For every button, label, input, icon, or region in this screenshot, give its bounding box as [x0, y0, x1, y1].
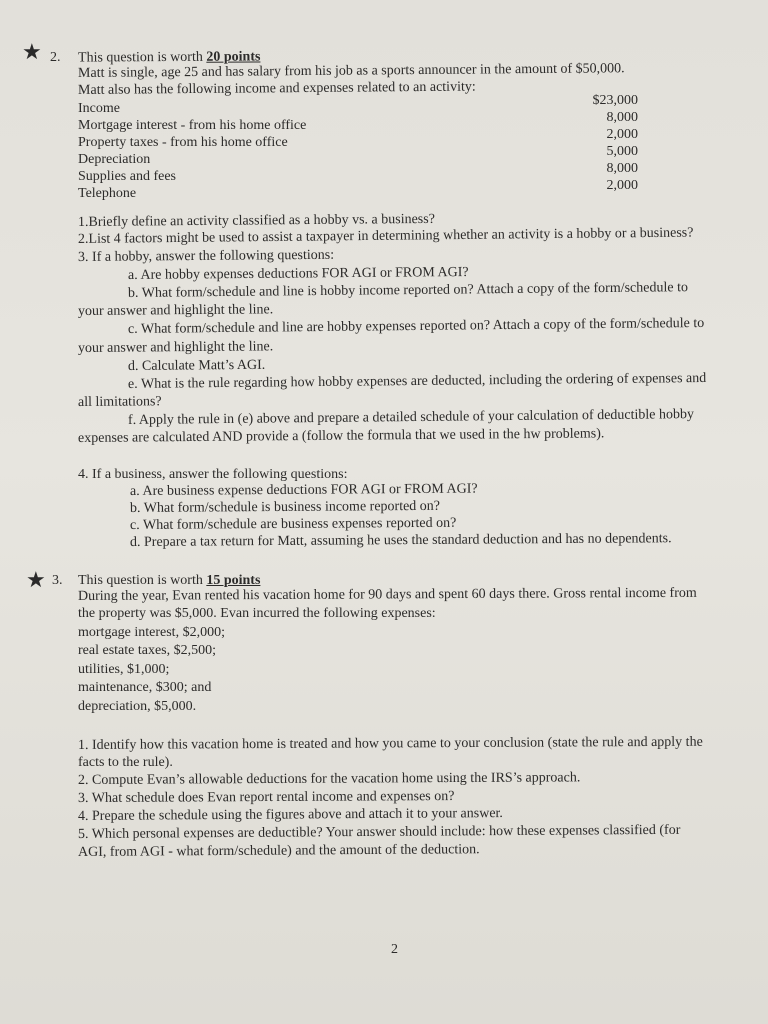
q2-item-label: Supplies and fees — [78, 169, 176, 184]
q2-question: d. Prepare a tax return for Matt, assuming he uses the standard deduction and has no dependents. — [129, 531, 672, 550]
q2-number: 2. — [50, 50, 61, 65]
q2-question: c. What form/schedule and line are hobby expenses reported on? Attach a copy of the form/schedule to — [127, 315, 705, 337]
q3-line: the property was $5,000. Evan incurred the following expenses: — [78, 606, 436, 621]
q2-item-label: Mortgage interest - from his home office — [78, 118, 307, 133]
q2-item-label: Property taxes - from his home office — [78, 135, 288, 150]
q2-item-amount: $23,000 — [592, 93, 638, 108]
q2-item-label: Telephone — [78, 186, 137, 201]
q2-line2: Matt also has the following income and expenses related to an activity: — [77, 79, 476, 98]
q2-question: 4. If a business, answer the following questions: — [78, 467, 348, 482]
q2-question: f. Apply the rule in (e) above and prepare a detailed schedule of your calculation of deductible hobby — [127, 407, 695, 428]
q2-question: a. Are business expense deductions FOR AGI or FROM AGI? — [129, 481, 478, 499]
q2-question: your answer and highlight the line. — [77, 302, 274, 319]
q2-item-label: Depreciation — [78, 152, 151, 167]
q3-question: 5. Which personal expenses are deductible? Your answer should include: how these expenses classified (for — [77, 822, 681, 842]
q2-question: a. Are hobby expenses deductions FOR AGI or FROM AGI? — [127, 265, 469, 283]
q2-question: 3. If a hobby, answer the following questions: — [77, 247, 335, 265]
q3-line: real estate taxes, $2,500; — [78, 643, 217, 658]
q3-intro-prefix: This question is worth — [78, 573, 207, 588]
q2-question: b. What form/schedule and line is hobby income reported on? Attach a copy of the form/schedule to — [127, 280, 689, 301]
q3-number: 3. — [52, 573, 63, 588]
page-number: 2 — [391, 942, 398, 957]
q3-question: facts to the rule). — [78, 755, 173, 770]
q2-question: 2.List 4 factors might be used to assist a taxpayer in determining whether an activity is a hobby or a business? — [77, 225, 694, 247]
q2-intro-prefix: This question is worth — [77, 49, 207, 66]
q2-question: e. What is the rule regarding how hobby expenses are deducted, including the ordering of expenses and — [127, 370, 707, 392]
q2-question: b. What form/schedule is business income reported on? — [129, 498, 441, 516]
q2-item-amount: 8,000 — [606, 161, 638, 176]
q2-question: d. Calculate Matt’s AGI. — [127, 357, 266, 374]
q3-line: depreciation, $5,000. — [78, 699, 197, 714]
q3-line: mortgage interest, $2,000; — [78, 625, 225, 640]
q3-points: 15 points — [206, 573, 261, 588]
q3-question: 4. Prepare the schedule using the figures above and attach it to your answer. — [77, 806, 503, 824]
q2-question: c. What form/schedule are business expenses reported on? — [129, 515, 457, 533]
q2-points: 20 points — [206, 49, 261, 65]
q3-line: maintenance, $300; and — [78, 680, 212, 695]
q3-intro — [78, 573, 260, 589]
q3-question: 1. Identify how this vacation home is treated and how you came to your conclusion (state the rule and apply the — [77, 734, 703, 753]
star-icon: ★ — [26, 568, 46, 593]
q2-item-amount: 5,000 — [606, 144, 638, 159]
q2-line1: Matt is single, age 25 and has salary from his job as a sports announcer in the amount of $50,000. — [77, 61, 625, 81]
q3-line: utilities, $1,000; — [78, 662, 170, 677]
q2-question: all limitations? — [77, 394, 162, 410]
q3-question: 2. Compute Evan’s allowable deductions for the vacation home using the IRS’s approach. — [77, 770, 581, 788]
q2-item-amount: 2,000 — [606, 178, 638, 193]
q2-question: your answer and highlight the line. — [77, 339, 274, 356]
q3-question: AGI, from AGI - what form/schedule) and the amount of the deduction. — [77, 842, 480, 860]
q2-item-label: Income — [78, 101, 120, 116]
q2-item-amount: 8,000 — [606, 110, 638, 125]
star-icon: ★ — [22, 40, 42, 65]
q2-question: 1.Briefly define an activity classified as a hobby vs. a business? — [77, 211, 435, 230]
q3-line: During the year, Evan rented his vacation home for 90 days and spent 60 days there. Gross rental income from — [77, 585, 697, 604]
q3-question: 3. What schedule does Evan report rental income and expenses on? — [77, 789, 455, 806]
q2-question: expenses are calculated AND provide a (follow the formula that we used in the hw problems). — [77, 426, 605, 446]
q2-item-amount: 2,000 — [606, 127, 638, 142]
